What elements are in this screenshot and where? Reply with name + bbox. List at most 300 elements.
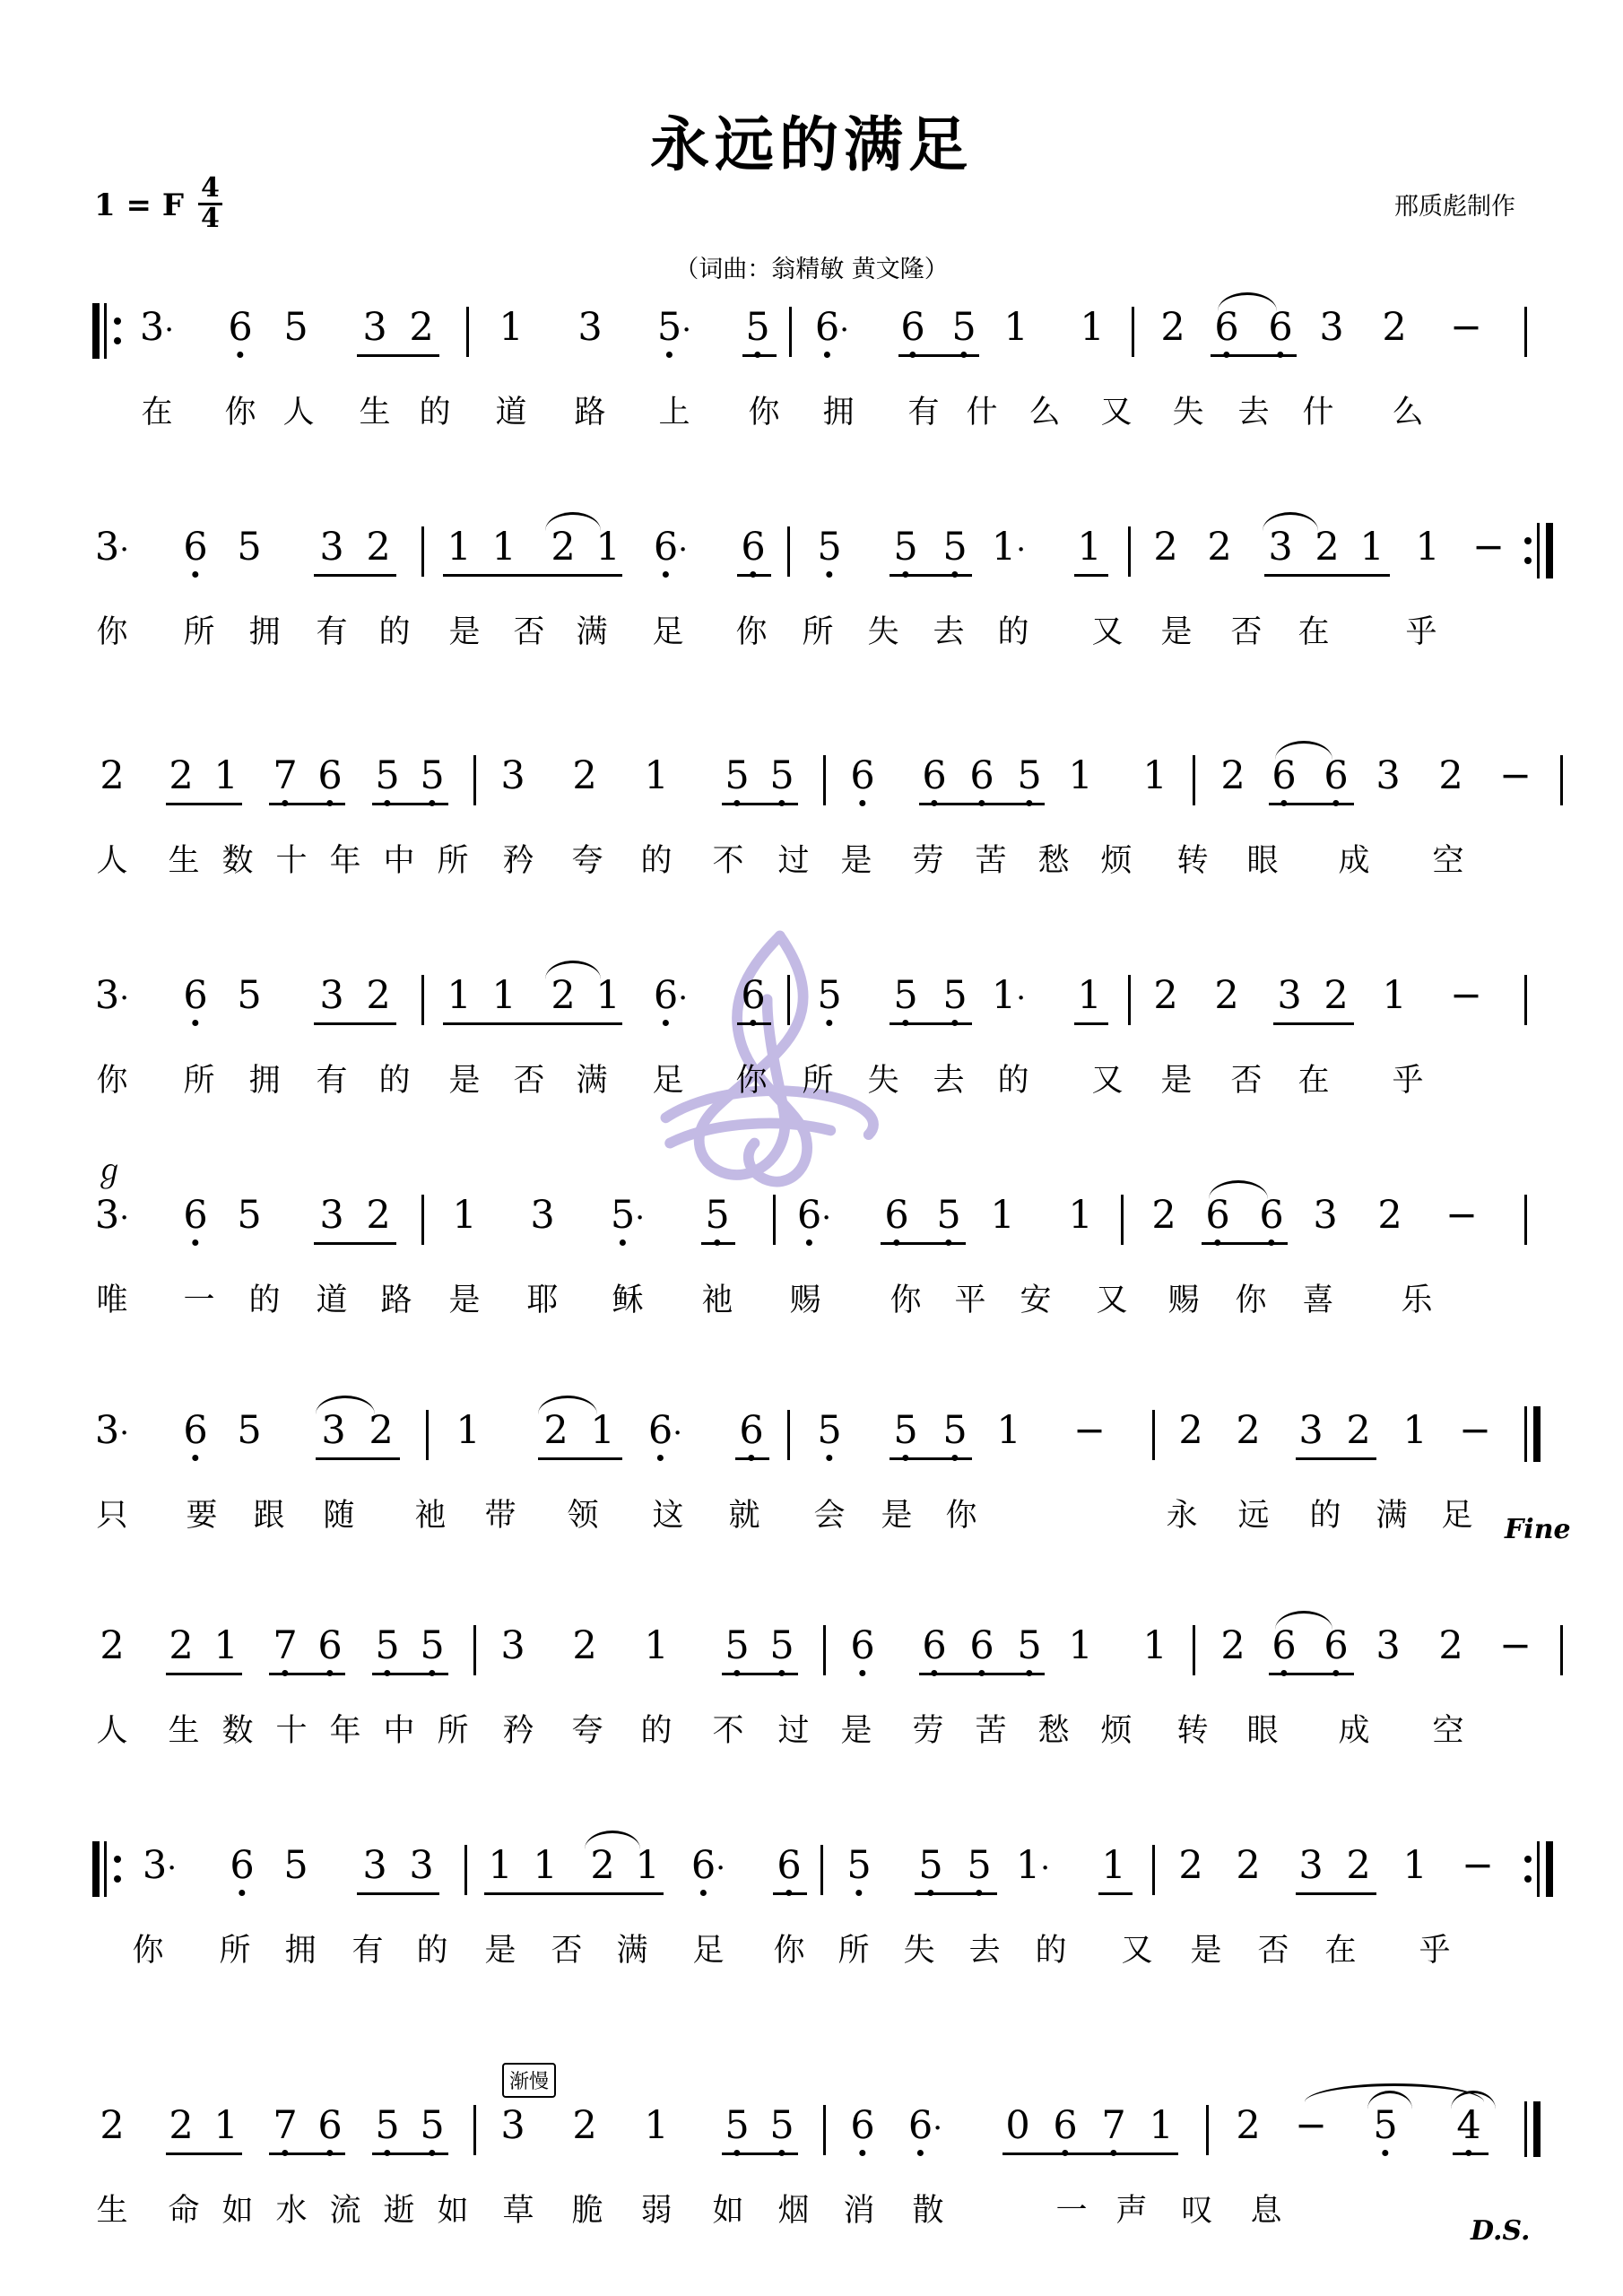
lyric: 你 — [748, 395, 780, 430]
lyric: 失 — [867, 614, 899, 650]
lyric: 你 — [1235, 1283, 1267, 1318]
note: 2 — [1324, 973, 1349, 1018]
key-signature — [94, 172, 222, 234]
lyric: 么 — [1028, 395, 1061, 430]
lyric: 在 — [1324, 1933, 1357, 1969]
lyric: 唯 — [96, 1283, 128, 1318]
lyric: 满 — [576, 1063, 608, 1099]
note: 5 — [237, 973, 262, 1018]
lyric: 只 — [96, 1498, 128, 1534]
note: 7 — [273, 1623, 298, 1668]
note: 2 — [1377, 1193, 1402, 1238]
lyric: 的 — [1309, 1498, 1341, 1534]
note: 6 — [1324, 1623, 1349, 1668]
note: 2 — [572, 1623, 597, 1668]
note: 1 — [1080, 305, 1105, 350]
segno-icon: ℊ — [94, 1153, 125, 1189]
note: 5 — [420, 753, 445, 798]
note: 6 — [1053, 2103, 1078, 2148]
lyric: 声 — [1115, 2193, 1148, 2229]
system-4 — [0, 973, 1623, 1106]
note: 5 — [769, 1623, 794, 1668]
lyric: 生 — [96, 2193, 128, 2229]
note: 1 — [595, 525, 621, 570]
system-5-lyrics — [0, 1275, 1623, 1326]
note: 3 — [1298, 1843, 1324, 1888]
note: 3 — [500, 2103, 525, 2148]
lyric: 草 — [502, 2193, 534, 2229]
lyric: 眼 — [1246, 843, 1279, 879]
note: 1 — [1142, 753, 1167, 798]
note: 5 — [420, 1623, 445, 1668]
lyric: 这 — [652, 1498, 684, 1534]
lyric: 年 — [329, 843, 361, 879]
note: 6 — [1324, 753, 1349, 798]
lyric: 否 — [1230, 614, 1263, 650]
note: 1 — [499, 305, 524, 350]
lyric: 满 — [616, 1933, 648, 1969]
system-1 — [0, 305, 1623, 438]
note: 6· — [647, 1408, 683, 1453]
note: 3 — [1268, 525, 1293, 570]
lyric: 否 — [1257, 1933, 1289, 1969]
note: 1 — [1077, 973, 1102, 1018]
note: 5 — [283, 305, 308, 350]
note: 1 — [452, 1193, 477, 1238]
lyric: 失 — [867, 1063, 899, 1099]
lyric: 你 — [773, 1933, 805, 1969]
time-signature-denominator: 4 — [200, 202, 220, 234]
note: 3 — [362, 305, 387, 350]
lyric: 烦 — [1100, 843, 1133, 879]
note: 3· — [142, 1843, 178, 1888]
note: 1 — [1142, 1623, 1167, 1668]
lyric: 过 — [777, 1713, 810, 1749]
system-3 — [0, 753, 1623, 886]
note: 6 — [922, 1623, 947, 1668]
note: 1 — [1068, 753, 1093, 798]
lyric: 年 — [329, 1713, 361, 1749]
note: 1 — [1359, 525, 1384, 570]
note: − — [1445, 1193, 1479, 1238]
lyric: 你 — [96, 1063, 128, 1099]
system-1-notes — [0, 305, 1623, 375]
note: 6 — [317, 1623, 343, 1668]
system-6-lyrics — [0, 1491, 1623, 1541]
note: 2 — [100, 753, 125, 798]
lyric: 又 — [1091, 614, 1124, 650]
note: 1 — [1415, 525, 1440, 570]
lyric: 的 — [419, 395, 451, 430]
lyric: 有 — [316, 614, 348, 650]
lyric: 你 — [96, 614, 128, 650]
note: 1 — [1077, 525, 1102, 570]
note: 6 — [884, 1193, 909, 1238]
note: 5 — [705, 1193, 730, 1238]
note: 1 — [1402, 1408, 1428, 1453]
lyric: 你 — [890, 1283, 922, 1318]
lyric: 所 — [802, 614, 834, 650]
lyric: 是 — [881, 1498, 913, 1534]
lyric: 所 — [802, 1063, 834, 1099]
lyric: 在 — [141, 395, 173, 430]
note: 2 — [1382, 305, 1407, 350]
lyric: 是 — [1160, 614, 1193, 650]
lyric: 生 — [359, 395, 391, 430]
lyric: 不 — [712, 1713, 744, 1749]
ritardando-marking: 渐慢 — [502, 2063, 556, 2098]
note: 5 — [769, 753, 794, 798]
note: 5 — [967, 1843, 992, 1888]
lyric: 人 — [282, 395, 315, 430]
note: 3 — [577, 305, 603, 350]
lyric: 失 — [903, 1933, 935, 1969]
lyric: 的 — [248, 1283, 281, 1318]
lyric: 拥 — [822, 395, 855, 430]
note: 6 — [741, 525, 766, 570]
note: 2 — [366, 973, 391, 1018]
note: 3 — [362, 1843, 387, 1888]
note: 2 — [409, 305, 434, 350]
note: 5 — [283, 1843, 308, 1888]
lyric: 乎 — [1392, 1063, 1424, 1099]
lyric: 乐 — [1401, 1283, 1433, 1318]
lyric: 喜 — [1302, 1283, 1334, 1318]
lyric: 满 — [576, 614, 608, 650]
system-4-lyrics — [0, 1056, 1623, 1106]
note: 7 — [273, 2103, 298, 2148]
lyric: 所 — [437, 843, 469, 879]
note: 6 — [850, 1623, 875, 1668]
note: 1 — [213, 753, 239, 798]
note: 5 — [942, 973, 968, 1018]
note: 1 — [1068, 1623, 1093, 1668]
lyric: 什 — [966, 395, 998, 430]
lyric: 十 — [275, 843, 308, 879]
note: 1 — [635, 1843, 660, 1888]
lyric: 跟 — [253, 1498, 285, 1534]
note: 3· — [94, 1193, 130, 1238]
lyric: 转 — [1176, 1713, 1209, 1749]
ds-mark: D.S. — [1471, 2215, 1531, 2247]
note: 1 — [1382, 973, 1407, 1018]
note: 5 — [1373, 2103, 1398, 2148]
lyric: 所 — [183, 614, 215, 650]
time-signature-numerator: 4 — [198, 176, 222, 205]
note: 5 — [237, 1408, 262, 1453]
system-8-lyrics — [0, 1926, 1623, 1976]
note: 5 — [942, 1408, 968, 1453]
note: 6· — [907, 2103, 943, 2148]
note: 6 — [850, 2103, 875, 2148]
time-signature — [198, 172, 222, 234]
lyric: 是 — [484, 1933, 516, 1969]
system-2 — [0, 525, 1623, 657]
note: 5· — [610, 1193, 646, 1238]
note: 5 — [846, 1843, 872, 1888]
note: 3 — [500, 1623, 525, 1668]
note: 6· — [796, 1193, 832, 1238]
note: 6 — [1271, 1623, 1297, 1668]
lyric: 成 — [1338, 843, 1370, 879]
lyric: 又 — [1091, 1063, 1124, 1099]
note: 6 — [1214, 305, 1239, 350]
lyric: 有 — [316, 1063, 348, 1099]
note: 5 — [375, 753, 400, 798]
lyric: 足 — [692, 1933, 725, 1969]
note: 3 — [1277, 973, 1302, 1018]
note: 6 — [1268, 305, 1293, 350]
lyric: 所 — [219, 1933, 251, 1969]
lyric: 足 — [1441, 1498, 1473, 1534]
note: 5 — [918, 1843, 943, 1888]
note: 1 — [644, 2103, 669, 2148]
lyric: 是 — [1190, 1933, 1222, 1969]
note: 0 — [1005, 2103, 1030, 2148]
lyric: 就 — [728, 1498, 760, 1534]
lyric: 是 — [448, 1063, 481, 1099]
lyric: 是 — [448, 614, 481, 650]
lyric: 在 — [1298, 1063, 1330, 1099]
system-2-notes — [0, 525, 1623, 595]
lyric: 远 — [1237, 1498, 1270, 1534]
note: 6 — [317, 753, 343, 798]
lyric: 耶 — [526, 1283, 559, 1318]
note: 2 — [1236, 1843, 1261, 1888]
credit-producer: 邢质彪制作 — [1394, 193, 1515, 221]
lyric: 如 — [437, 2193, 469, 2229]
note: 5 — [725, 1623, 750, 1668]
lyric: 否 — [1230, 1063, 1263, 1099]
note: 2 — [1236, 2103, 1261, 2148]
note: − — [1498, 1623, 1532, 1668]
lyric: 满 — [1376, 1498, 1408, 1534]
system-8-notes — [0, 1843, 1623, 1913]
note: − — [1294, 2103, 1328, 2148]
lyric: 所 — [183, 1063, 215, 1099]
lyric: 又 — [1121, 1933, 1153, 1969]
note: 2 — [169, 1623, 194, 1668]
note: 2 — [1438, 1623, 1463, 1668]
note: 2 — [1207, 525, 1232, 570]
note: 2 — [1214, 973, 1239, 1018]
lyric: 消 — [843, 2193, 875, 2229]
system-1-lyrics — [0, 387, 1623, 438]
system-3-notes — [0, 753, 1623, 823]
note: 1· — [991, 973, 1027, 1018]
system-7-notes — [0, 1623, 1623, 1693]
lyric: 空 — [1432, 1713, 1464, 1749]
lyric: 带 — [484, 1498, 516, 1534]
note: 3 — [500, 753, 525, 798]
note: 6 — [850, 753, 875, 798]
lyric: 要 — [186, 1498, 218, 1534]
lyric: 人 — [96, 843, 128, 879]
lyric: 道 — [316, 1283, 348, 1318]
note: 3 — [319, 525, 344, 570]
lyric: 去 — [968, 1933, 1001, 1969]
lyric: 有 — [352, 1933, 384, 1969]
note: 1 — [456, 1408, 481, 1453]
note: 1 — [491, 525, 516, 570]
lyric: 去 — [1237, 395, 1270, 430]
note: 5 — [893, 973, 918, 1018]
note: 6 — [230, 1843, 255, 1888]
lyric: 你 — [945, 1498, 977, 1534]
system-3-lyrics — [0, 836, 1623, 886]
note: − — [1458, 1408, 1492, 1453]
note: 2 — [1438, 753, 1463, 798]
lyric: 流 — [329, 2193, 361, 2229]
note: 6 — [183, 525, 208, 570]
note: − — [1498, 753, 1532, 798]
note: 1 — [595, 973, 621, 1018]
lyric: 逝 — [383, 2193, 415, 2229]
note: 5 — [951, 305, 976, 350]
lyric: 中 — [383, 843, 415, 879]
note: 1 — [1068, 1193, 1093, 1238]
note: 2 — [1346, 1843, 1371, 1888]
system-6-notes — [0, 1408, 1623, 1478]
lyric: 拥 — [248, 1063, 281, 1099]
note: 5 — [936, 1193, 961, 1238]
note: 2 — [551, 973, 576, 1018]
lyric: 烦 — [1100, 1713, 1133, 1749]
note: 6 — [900, 305, 925, 350]
lyric: 路 — [380, 1283, 412, 1318]
lyric: 空 — [1432, 843, 1464, 879]
system-5 — [0, 1193, 1623, 1326]
note: 6 — [741, 973, 766, 1018]
system-5-notes — [0, 1193, 1623, 1263]
note: 5 — [420, 2103, 445, 2148]
lyric: 愁 — [1037, 1713, 1070, 1749]
lyric: 稣 — [612, 1283, 644, 1318]
note: 6 — [922, 753, 947, 798]
note: 5 — [817, 1408, 842, 1453]
note: 1 — [1003, 305, 1028, 350]
note: 2 — [551, 525, 576, 570]
note: 6 — [183, 1408, 208, 1453]
note: 3 — [321, 1408, 346, 1453]
note: 6 — [1259, 1193, 1284, 1238]
lyric: 你 — [224, 395, 256, 430]
lyric: 祂 — [414, 1498, 447, 1534]
credit-lyricist-composer: （词曲：翁精敏 黄文隆） — [674, 256, 949, 283]
lyric: 脆 — [571, 2193, 603, 2229]
lyric: 叹 — [1181, 2193, 1213, 2229]
lyric: 平 — [954, 1283, 986, 1318]
lyric: 夸 — [571, 1713, 603, 1749]
system-2-lyrics — [0, 607, 1623, 657]
note: 1 — [1149, 2103, 1174, 2148]
lyric: 烟 — [777, 2193, 810, 2229]
lyric: 中 — [383, 1713, 415, 1749]
note: 2 — [100, 2103, 125, 2148]
note: 5· — [656, 305, 692, 350]
note: 2 — [366, 1193, 391, 1238]
lyric: 是 — [448, 1283, 481, 1318]
lyric: 会 — [813, 1498, 846, 1534]
lyric: 劳 — [912, 1713, 944, 1749]
lyric: 路 — [574, 395, 606, 430]
lyric: 在 — [1298, 614, 1330, 650]
note: 1· — [1015, 1843, 1051, 1888]
lyric: 去 — [933, 1063, 965, 1099]
lyric: 劳 — [912, 843, 944, 879]
note: 6 — [228, 305, 253, 350]
lyric: 数 — [221, 1713, 254, 1749]
lyric: 散 — [912, 2193, 944, 2229]
note: 2 — [369, 1408, 394, 1453]
lyric: 又 — [1096, 1283, 1128, 1318]
note: − — [1449, 973, 1483, 1018]
note: 3 — [319, 973, 344, 1018]
note: 6 — [739, 1408, 764, 1453]
lyric: 所 — [437, 1713, 469, 1749]
lyric: 生 — [168, 843, 200, 879]
lyric: 什 — [1302, 395, 1334, 430]
note: 2 — [366, 525, 391, 570]
lyric: 矜 — [502, 1713, 534, 1749]
note: 3 — [1376, 1623, 1401, 1668]
note: 3 — [409, 1843, 434, 1888]
note: 5 — [893, 525, 918, 570]
note: 2 — [100, 1623, 125, 1668]
lyric: 祂 — [701, 1283, 733, 1318]
lyric: 十 — [275, 1713, 308, 1749]
lyric: 一 — [1055, 2193, 1088, 2229]
note: 1 — [488, 1843, 513, 1888]
note: 6 — [1271, 753, 1297, 798]
note: 3· — [94, 1408, 130, 1453]
note: 5 — [817, 973, 842, 1018]
note: 6 — [1205, 1193, 1230, 1238]
lyric: 人 — [96, 1713, 128, 1749]
note: 5 — [375, 2103, 400, 2148]
note: 3· — [139, 305, 175, 350]
note: 3 — [1313, 1193, 1338, 1238]
note: 6 — [969, 1623, 994, 1668]
lyric: 生 — [168, 1713, 200, 1749]
lyric: 过 — [777, 843, 810, 879]
note: 5 — [769, 2103, 794, 2148]
lyric: 有 — [907, 395, 940, 430]
note: 1 — [1101, 1843, 1126, 1888]
note: 2 — [1151, 1193, 1176, 1238]
note: 5 — [237, 1193, 262, 1238]
lyric: 随 — [323, 1498, 355, 1534]
lyric: 你 — [735, 1063, 768, 1099]
lyric: 拥 — [284, 1933, 317, 1969]
lyric: 又 — [1100, 395, 1133, 430]
note: 2 — [572, 2103, 597, 2148]
note: 1 — [491, 973, 516, 1018]
note: 6· — [653, 525, 689, 570]
note: 6 — [183, 973, 208, 1018]
lyric: 数 — [221, 843, 254, 879]
system-4-notes — [0, 973, 1623, 1043]
note: 6· — [690, 1843, 726, 1888]
note: 5 — [1017, 753, 1042, 798]
note: 1 — [213, 1623, 239, 1668]
note: 2 — [1153, 525, 1178, 570]
note: 2 — [572, 753, 597, 798]
note: 1 — [447, 525, 472, 570]
lyric: 乎 — [1405, 614, 1437, 650]
lyric: 愁 — [1037, 843, 1070, 879]
lyric: 如 — [221, 2193, 254, 2229]
